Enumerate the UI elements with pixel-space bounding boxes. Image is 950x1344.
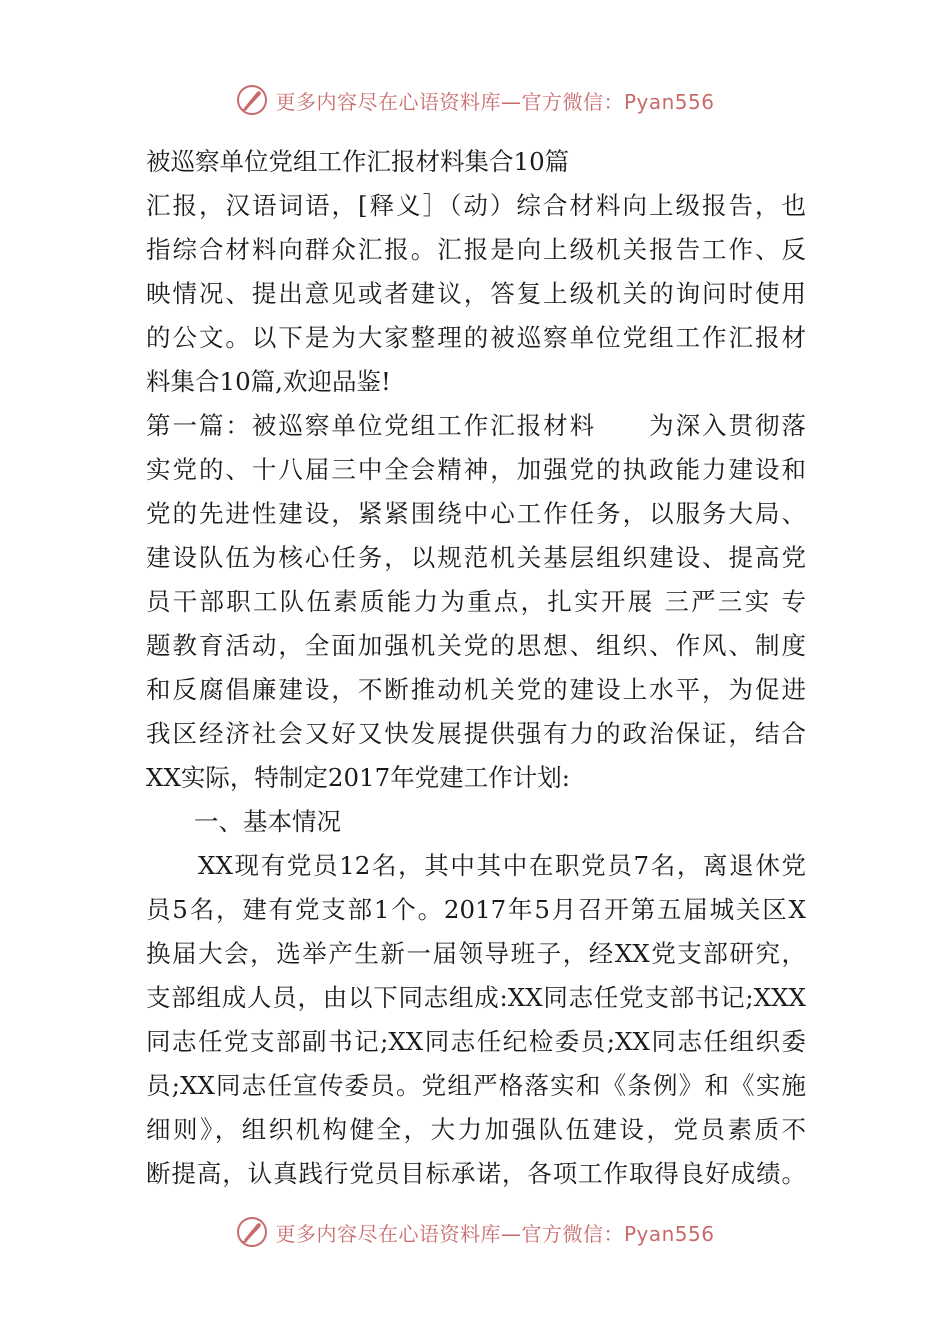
text-line: 员;XX同志任宣传委员。党组严格落实和《条例》和《实施 — [146, 1071, 806, 1100]
text-line: 的公文。以下是为大家整理的被巡察单位党组工作汇报材 — [146, 323, 806, 352]
text-line: 断提高，认真践行党员目标承诺，各项工作取得良好成绩。 — [146, 1159, 806, 1188]
pen-feather-logo-icon — [235, 1215, 269, 1249]
section-heading: 一、基本情况 — [194, 807, 341, 836]
text-line: 第一篇：被巡察单位党组工作汇报材料 为深入贯彻落 — [146, 411, 806, 440]
text-line: 细则》，组织机构健全，大力加强队伍建设，党员素质不 — [146, 1115, 806, 1144]
text-line: 员5名，建有党支部1个。2017年5月召开第五届城关区X — [146, 895, 806, 924]
text-line: 料集合10篇,欢迎品鉴! — [146, 367, 391, 396]
document-title: 被巡察单位党组工作汇报材料集合10篇 — [146, 147, 570, 176]
text-line: 指综合材料向群众汇报。汇报是向上级机关报告工作、反 — [146, 235, 806, 264]
watermark-text: 更多内容尽在心语资料库—官方微信：Pyan556 — [275, 1221, 715, 1246]
text-line: 同志任党支部副书记;XX同志任纪检委员;XX同志任组织委 — [146, 1027, 806, 1056]
text-line: 映情况、提出意见或者建议，答复上级机关的询问时使用 — [146, 279, 806, 308]
text-line: 支部组成人员，由以下同志组成:XX同志任党支部书记;XXX — [146, 983, 806, 1012]
text-line: XX现有党员12名，其中其中在职党员7名，离退休党 — [198, 851, 806, 880]
text-line: XX实际，特制定2017年党建工作计划: — [146, 763, 570, 792]
pen-feather-logo-icon — [235, 83, 269, 117]
footer-watermark — [0, 1210, 950, 1254]
text-line: 题教育活动，全面加强机关党的思想、组织、作风、制度 — [146, 631, 806, 660]
watermark-text: 更多内容尽在心语资料库—官方微信：Pyan556 — [275, 89, 715, 114]
text-line: 实党的、十八届三中全会精神，加强党的执政能力建设和 — [146, 455, 806, 484]
text-line: 建设队伍为核心任务，以规范机关基层组织建设、提高党 — [146, 543, 806, 572]
text-line: 换届大会，选举产生新一届领导班子，经XX党支部研究， — [146, 939, 806, 968]
text-line: 我区经济社会又好又快发展提供强有力的政治保证，结合 — [146, 719, 806, 748]
text-line: 汇报，汉语词语，[释义］（动）综合材料向上级报告，也 — [146, 191, 806, 220]
text-line: 党的先进性建设，紧紧围绕中心工作任务，以服务大局、 — [146, 499, 806, 528]
header-watermark — [0, 78, 950, 122]
document-body — [146, 140, 806, 1196]
text-line: 员干部职工队伍素质能力为重点，扎实开展 三严三实 专 — [146, 587, 806, 616]
text-line: 和反腐倡廉建设，不断推动机关党的建设上水平，为促进 — [146, 675, 806, 704]
